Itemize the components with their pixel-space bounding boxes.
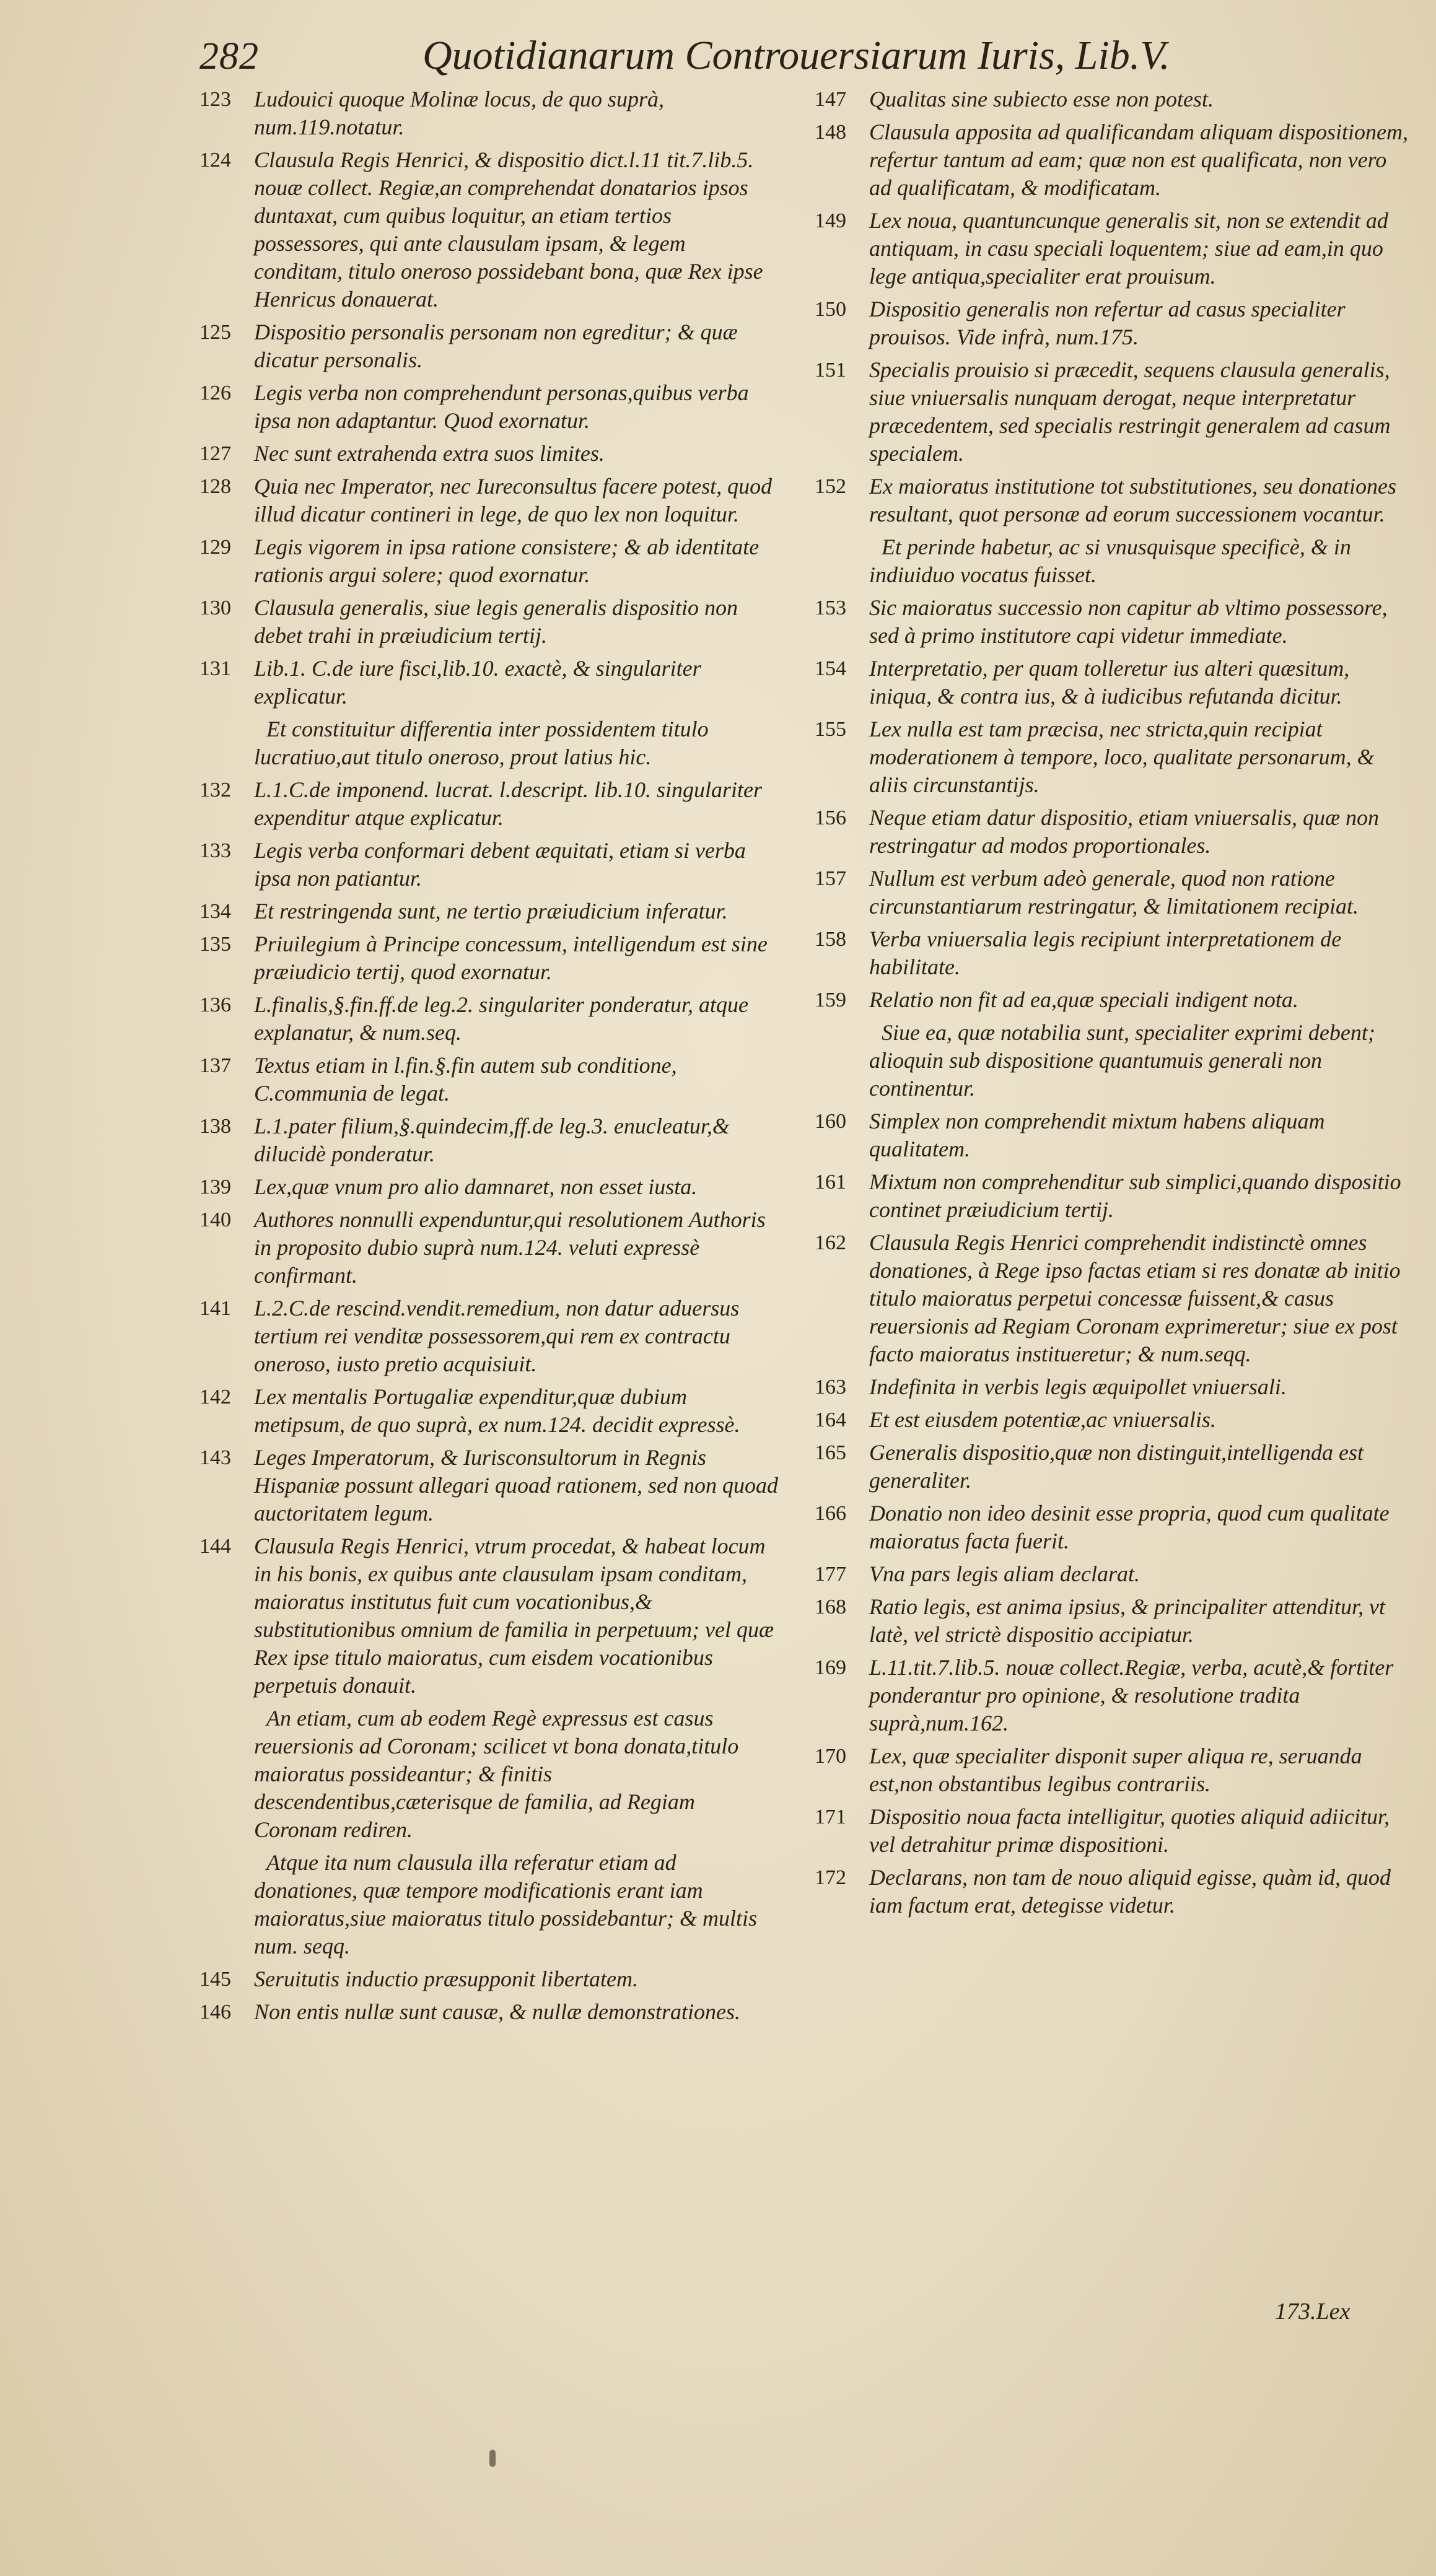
entry-text: L.1.pater filium,§.quindecim,ff.de leg.3. enucleatur,& dilucidè ponderatur. bbox=[254, 1114, 730, 1166]
index-entry bbox=[199, 1206, 779, 1290]
entry-text: Declarans, non tam de nouo aliquid egisse, quàm id, quod iam factum erat, detegisse videtur. bbox=[869, 1865, 1391, 1918]
entry-number: 143 bbox=[199, 1446, 231, 1469]
entry-text: Vna pars legis aliam declarat. bbox=[869, 1561, 1140, 1586]
index-entry bbox=[199, 1112, 779, 1168]
index-entry bbox=[199, 533, 779, 589]
index-entry bbox=[199, 1849, 779, 1960]
index-entry bbox=[815, 1742, 1409, 1798]
index-entry bbox=[199, 1383, 779, 1439]
entry-text: Siue ea, quæ notabilia sunt, specialiter exprimi debent; alioquin sub dispositione quantumuis generali non continentur. bbox=[869, 1020, 1375, 1101]
entry-number: 145 bbox=[199, 1968, 231, 1991]
entry-number: 131 bbox=[199, 657, 231, 680]
entry-number: 154 bbox=[815, 657, 846, 680]
entry-text: L.2.C.de rescind.vendit.remedium, non datur aduersus tertium rei venditæ possessorem,qui rem ex contractu oneroso, iusto pretio acquisiuit. bbox=[254, 1296, 740, 1376]
entry-number: 139 bbox=[199, 1176, 231, 1198]
entry-number: 124 bbox=[199, 149, 231, 172]
index-entry bbox=[199, 1444, 779, 1527]
entry-text: L.11.tit.7.lib.5. nouæ collect.Regiæ, verba, acutè,& fortiter ponderantur pro opinione, & resolutione tradita suprà,num.162. bbox=[869, 1655, 1394, 1736]
index-entry bbox=[815, 1560, 1409, 1588]
right-column bbox=[815, 85, 1409, 1924]
entry-number: 142 bbox=[199, 1386, 231, 1408]
index-entry bbox=[815, 986, 1409, 1014]
entry-text: Lex,quæ vnum pro alio damnaret, non esset iusta. bbox=[254, 1174, 698, 1199]
entry-text: Mixtum non comprehenditur sub simplici,quando dispositio continet præiudicium tertij. bbox=[869, 1169, 1401, 1222]
entry-text: Relatio non fit ad ea,quæ speciali indigent nota. bbox=[869, 987, 1298, 1012]
entry-text: Dispositio personalis personam non egreditur; & quæ dicatur personalis. bbox=[254, 320, 738, 372]
entry-number: 136 bbox=[199, 993, 231, 1016]
index-entry bbox=[815, 533, 1409, 589]
index-entry bbox=[199, 897, 779, 925]
entry-number: 155 bbox=[815, 718, 846, 741]
entry-text: Clausula generalis, siue legis generalis dispositio non debet trahi in præiudicium tertij. bbox=[254, 595, 738, 648]
entry-number: 169 bbox=[815, 1656, 846, 1679]
entry-text: Specialis prouisio si præcedit, sequens clausula generalis, siue vniuersalis nunquam derogat, neque interpretatur præcedentem, sed specialis restringit generalem ad casum specialem. bbox=[869, 357, 1391, 466]
index-entry bbox=[199, 776, 779, 832]
entry-number: 138 bbox=[199, 1115, 231, 1138]
entry-text: L.1.C.de imponend. lucrat. l.descript. lib.10. singulariter expenditur atque explicatur. bbox=[254, 777, 762, 830]
entry-number: 158 bbox=[815, 928, 846, 951]
entry-text: Indefinita in verbis legis æquipollet vniuersali. bbox=[869, 1374, 1287, 1399]
index-entry bbox=[199, 1173, 779, 1201]
entry-text: Dispositio generalis non refertur ad casus specialiter prouisos. Vide infrà, num.175. bbox=[869, 297, 1346, 349]
index-entry bbox=[815, 1373, 1409, 1401]
entry-text: Quia nec Imperator, nec Iureconsultus facere potest, quod illud dicatur contineri in lege, de quo lex non loquitur. bbox=[254, 474, 773, 526]
entry-number: 128 bbox=[199, 475, 231, 498]
entry-text: Clausula Regis Henrici comprehendit indistinctè omnes donationes, à Rege ipso factas etiam si res donatæ ab initio titulo maioratus perpetui concessæ fuissent,& casus reuersionis ad Regiam Coronam exprimeretur; siue ex post facto maioratus institueretur; & num.seqq. bbox=[869, 1230, 1401, 1366]
entry-number: 140 bbox=[199, 1208, 231, 1231]
entry-number: 165 bbox=[815, 1441, 846, 1464]
index-entry bbox=[815, 473, 1409, 528]
page-number: 282 bbox=[199, 35, 259, 77]
entry-number: 163 bbox=[815, 1376, 846, 1399]
running-title: Quotidianarum Controuersiarum Iuris, Lib.V. bbox=[422, 33, 1170, 78]
index-entry bbox=[815, 1406, 1409, 1434]
entry-number: 147 bbox=[815, 88, 846, 111]
index-entry bbox=[815, 594, 1409, 650]
index-entry bbox=[199, 1998, 779, 2026]
entry-text: Lex, quæ specialiter disponit super aliqua re, seruanda est,non obstantibus legibus contrariis. bbox=[869, 1744, 1362, 1796]
entry-text: Nec sunt extrahenda extra suos limites. bbox=[254, 441, 605, 466]
entry-text: Lex mentalis Portugaliæ expenditur,quæ dubium metipsum, de quo suprà, ex num.124. decidit expressè. bbox=[254, 1384, 740, 1437]
entry-text: Lex noua, quantuncunque generalis sit, non se extendit ad antiquam, in casu speciali loquentem; siue ad eam,in quo lege antiqua,specialiter erat prouisum. bbox=[869, 208, 1388, 289]
entry-text: Priuilegium à Principe concessum, intelligendum est sine præiudicio tertij, quod exornatur. bbox=[254, 932, 768, 984]
index-entry bbox=[199, 991, 779, 1047]
entry-text: Ratio legis, est anima ipsius, & principaliter attenditur, vt latè, vel strictè dispositio accipiatur. bbox=[869, 1594, 1385, 1647]
entry-number: 170 bbox=[815, 1745, 846, 1768]
entry-number: 159 bbox=[815, 989, 846, 1011]
index-entry bbox=[199, 1532, 779, 1700]
entry-text: Legis verba non comprehendunt personas,quibus verba ipsa non adaptantur. Quod exornatur. bbox=[254, 380, 749, 433]
ink-speck bbox=[489, 2450, 496, 2467]
entry-text: Non entis nullæ sunt causæ, & nullæ demonstrationes. bbox=[254, 1999, 741, 2024]
entry-text: Clausula Regis Henrici, vtrum procedat, & habeat locum in his bonis, ex quibus ante clausulam ipsam conditam, maioratus institutus fuit cum vocationibus,& substitutionibus omnium de familia in perpetuum; vel quæ Rex ipse titulo maioratus, cum eisdem vocationibus perpetuis donauit. bbox=[254, 1534, 774, 1698]
entry-number: 164 bbox=[815, 1408, 846, 1431]
page-header bbox=[199, 30, 1290, 85]
entry-text: Simplex non comprehendit mixtum habens aliquam qualitatem. bbox=[869, 1109, 1325, 1161]
entry-text: Lex nulla est tam præcisa, nec stricta,quin recipiat moderationem à tempore, loco, qualitate personarum, & aliis circunstantijs. bbox=[869, 717, 1375, 797]
entry-number: 125 bbox=[199, 321, 231, 344]
index-entry bbox=[815, 1439, 1409, 1495]
entry-number: 123 bbox=[199, 88, 231, 111]
index-entry bbox=[815, 1229, 1409, 1368]
index-entry bbox=[199, 1295, 779, 1378]
index-entry bbox=[815, 715, 1409, 799]
entry-text: Atque ita num clausula illa referatur etiam ad donationes, quæ tempore modificationis erant iam maioratus,siue maioratus titulo possidebantur; & multis num. seqq. bbox=[254, 1850, 758, 1958]
index-entry bbox=[199, 85, 779, 141]
index-entry bbox=[815, 1593, 1409, 1649]
entry-number: 161 bbox=[815, 1171, 846, 1194]
entry-text: Leges Imperatorum, & Iurisconsultorum in Regnis Hispaniæ possunt allegari quoad rationem, sed non quoad auctoritatem legum. bbox=[254, 1445, 779, 1526]
index-entry bbox=[815, 295, 1409, 351]
entry-text: Ex maioratus institutione tot substitutiones, seu donationes resultant, quot personæ ad eorum successionem vocantur. bbox=[869, 474, 1396, 526]
entry-number: 149 bbox=[815, 209, 846, 232]
catchword: 173.Lex bbox=[1275, 2299, 1351, 2325]
entry-text: Ludouici quoque Molinæ locus, de quo suprà, num.119.notatur. bbox=[254, 87, 664, 139]
index-entry bbox=[199, 837, 779, 893]
index-entry bbox=[815, 865, 1409, 920]
entry-number: 151 bbox=[815, 359, 846, 382]
index-entry bbox=[815, 356, 1409, 468]
entry-number: 127 bbox=[199, 442, 231, 465]
index-entry bbox=[815, 804, 1409, 860]
entry-number: 137 bbox=[199, 1054, 231, 1077]
index-entry bbox=[815, 1803, 1409, 1859]
entry-text: An etiam, cum ab eodem Regè expressus est casus reuersionis ad Coronam; scilicet vt bona donata,titulo maioratus possideantur; & finitis descendentibus,cæterisque de familia, ad Regiam Coronam rediren. bbox=[254, 1706, 739, 1842]
index-entry bbox=[815, 207, 1409, 290]
entry-number: 144 bbox=[199, 1535, 231, 1558]
entry-text: Donatio non ideo desinit esse propria, quod cum qualitate maioratus facta fuerit. bbox=[869, 1501, 1390, 1553]
entry-text: Clausula Regis Henrici, & dispositio dict.l.11 tit.7.lib.5. nouæ collect. Regiæ,an comprehendat donatarios ipsos duntaxat, cum quibus loquitur, an etiam tertios possessores, qui ante clausulam ipsam, & legem conditam, titulo oneroso possidebant bona, quæ Rex ipse Henricus donauerat. bbox=[254, 147, 763, 312]
index-entry bbox=[815, 1107, 1409, 1163]
index-entry bbox=[815, 1500, 1409, 1555]
entry-number: 126 bbox=[199, 382, 231, 404]
index-entry bbox=[199, 379, 779, 435]
index-entry bbox=[199, 655, 779, 710]
entry-number: 156 bbox=[815, 806, 846, 829]
entry-number: 152 bbox=[815, 475, 846, 498]
index-entry bbox=[199, 473, 779, 528]
entry-text: Neque etiam datur dispositio, etiam vniuersalis, quæ non restringatur ad modos proportionales. bbox=[869, 805, 1379, 858]
entry-number: 133 bbox=[199, 839, 231, 862]
entry-number: 129 bbox=[199, 536, 231, 559]
entry-text: Legis vigorem in ipsa ratione consistere; & ab identitate rationis argui solere; quod exornatur. bbox=[254, 535, 760, 587]
entry-number: 146 bbox=[199, 2001, 231, 2024]
entry-number: 177 bbox=[815, 1563, 846, 1586]
entry-number: 153 bbox=[815, 596, 846, 619]
entry-text: Interpretatio, per quam tolleretur ius alteri quæsitum, iniqua, & contra ius, & à iudicibus refutanda dicitur. bbox=[869, 656, 1350, 709]
index-entry bbox=[199, 930, 779, 986]
entry-number: 166 bbox=[815, 1502, 846, 1525]
index-entry bbox=[815, 118, 1409, 202]
entry-text: Et perinde habetur, ac si vnusquisque specificè, & in indiuiduo vocatus fuisset. bbox=[869, 535, 1351, 587]
entry-number: 160 bbox=[815, 1110, 846, 1133]
entry-text: Dispositio noua facta intelligitur, quoties aliquid adiicitur, vel detrahitur primæ dispositioni. bbox=[869, 1804, 1390, 1857]
entry-text: Authores nonnulli expenduntur,qui resolutionem Authoris in proposito dubio suprà num.124. veluti expressè confirmant. bbox=[254, 1207, 766, 1288]
entry-text: Sic maioratus successio non capitur ab vltimo possessore, sed à primo institutore capi videtur immediate. bbox=[869, 595, 1388, 648]
entry-number: 150 bbox=[815, 298, 846, 321]
index-entry bbox=[199, 715, 779, 771]
entry-number: 168 bbox=[815, 1596, 846, 1618]
entry-text: Nullum est verbum adeò generale, quod non ratione circunstantiarum restringatur, & limitationem recipiat. bbox=[869, 866, 1359, 919]
entry-text: Generalis dispositio,quæ non distinguit,intelligenda est generaliter. bbox=[869, 1440, 1364, 1493]
entry-text: Clausula apposita ad qualificandam aliquam dispositionem, refertur tantum ad eam; quæ non est qualificata, non vero ad qualificatam, & modificatam. bbox=[869, 120, 1409, 200]
entry-text: L.finalis,§.fin.ff.de leg.2. singulariter ponderatur, atque explanatur, & num.seq. bbox=[254, 992, 749, 1045]
index-entry bbox=[815, 1864, 1409, 1919]
entry-text: Qualitas sine subiecto esse non potest. bbox=[869, 87, 1214, 111]
index-entry bbox=[199, 1965, 779, 1993]
index-entry bbox=[815, 925, 1409, 981]
entry-number: 135 bbox=[199, 933, 231, 956]
index-entry bbox=[199, 440, 779, 468]
index-entry bbox=[199, 146, 779, 313]
entry-number: 141 bbox=[199, 1297, 231, 1320]
entry-number: 132 bbox=[199, 779, 231, 801]
left-column bbox=[199, 85, 779, 2031]
index-entry bbox=[199, 318, 779, 374]
entry-number: 171 bbox=[815, 1805, 846, 1828]
entry-text: Verba vniuersalia legis recipiunt interpretationem de habilitate. bbox=[869, 927, 1342, 979]
entry-number: 157 bbox=[815, 867, 846, 890]
entry-number: 162 bbox=[815, 1231, 846, 1254]
index-entry bbox=[815, 1654, 1409, 1737]
index-entry bbox=[199, 594, 779, 650]
index-entry bbox=[199, 1052, 779, 1107]
entry-text: Lib.1. C.de iure fisci,lib.10. exactè, & singulariter explicatur. bbox=[254, 656, 701, 709]
index-entry bbox=[815, 85, 1409, 113]
entry-number: 134 bbox=[199, 900, 231, 923]
entry-text: Et est eiusdem potentiæ,ac vniuersalis. bbox=[869, 1407, 1216, 1432]
index-entry bbox=[815, 1019, 1409, 1102]
index-entry bbox=[815, 655, 1409, 710]
entry-number: 130 bbox=[199, 596, 231, 619]
entry-text: Textus etiam in l.fin.§.fin autem sub conditione, C.communia de legat. bbox=[254, 1053, 677, 1106]
entry-text: Et restringenda sunt, ne tertio præiudicium inferatur. bbox=[254, 899, 728, 923]
entry-number: 172 bbox=[815, 1866, 846, 1889]
index-entry bbox=[199, 1705, 779, 1844]
entry-text: Legis verba conformari debent æquitati, etiam si verba ipsa non patiantur. bbox=[254, 838, 746, 891]
entry-number: 148 bbox=[815, 121, 846, 144]
index-entry bbox=[815, 1168, 1409, 1224]
entry-text: Seruitutis inductio præsupponit libertatem. bbox=[254, 1967, 638, 1991]
entry-text: Et constituitur differentia inter possidentem titulo lucratiuo,aut titulo oneroso, prout latius hic. bbox=[254, 717, 709, 769]
